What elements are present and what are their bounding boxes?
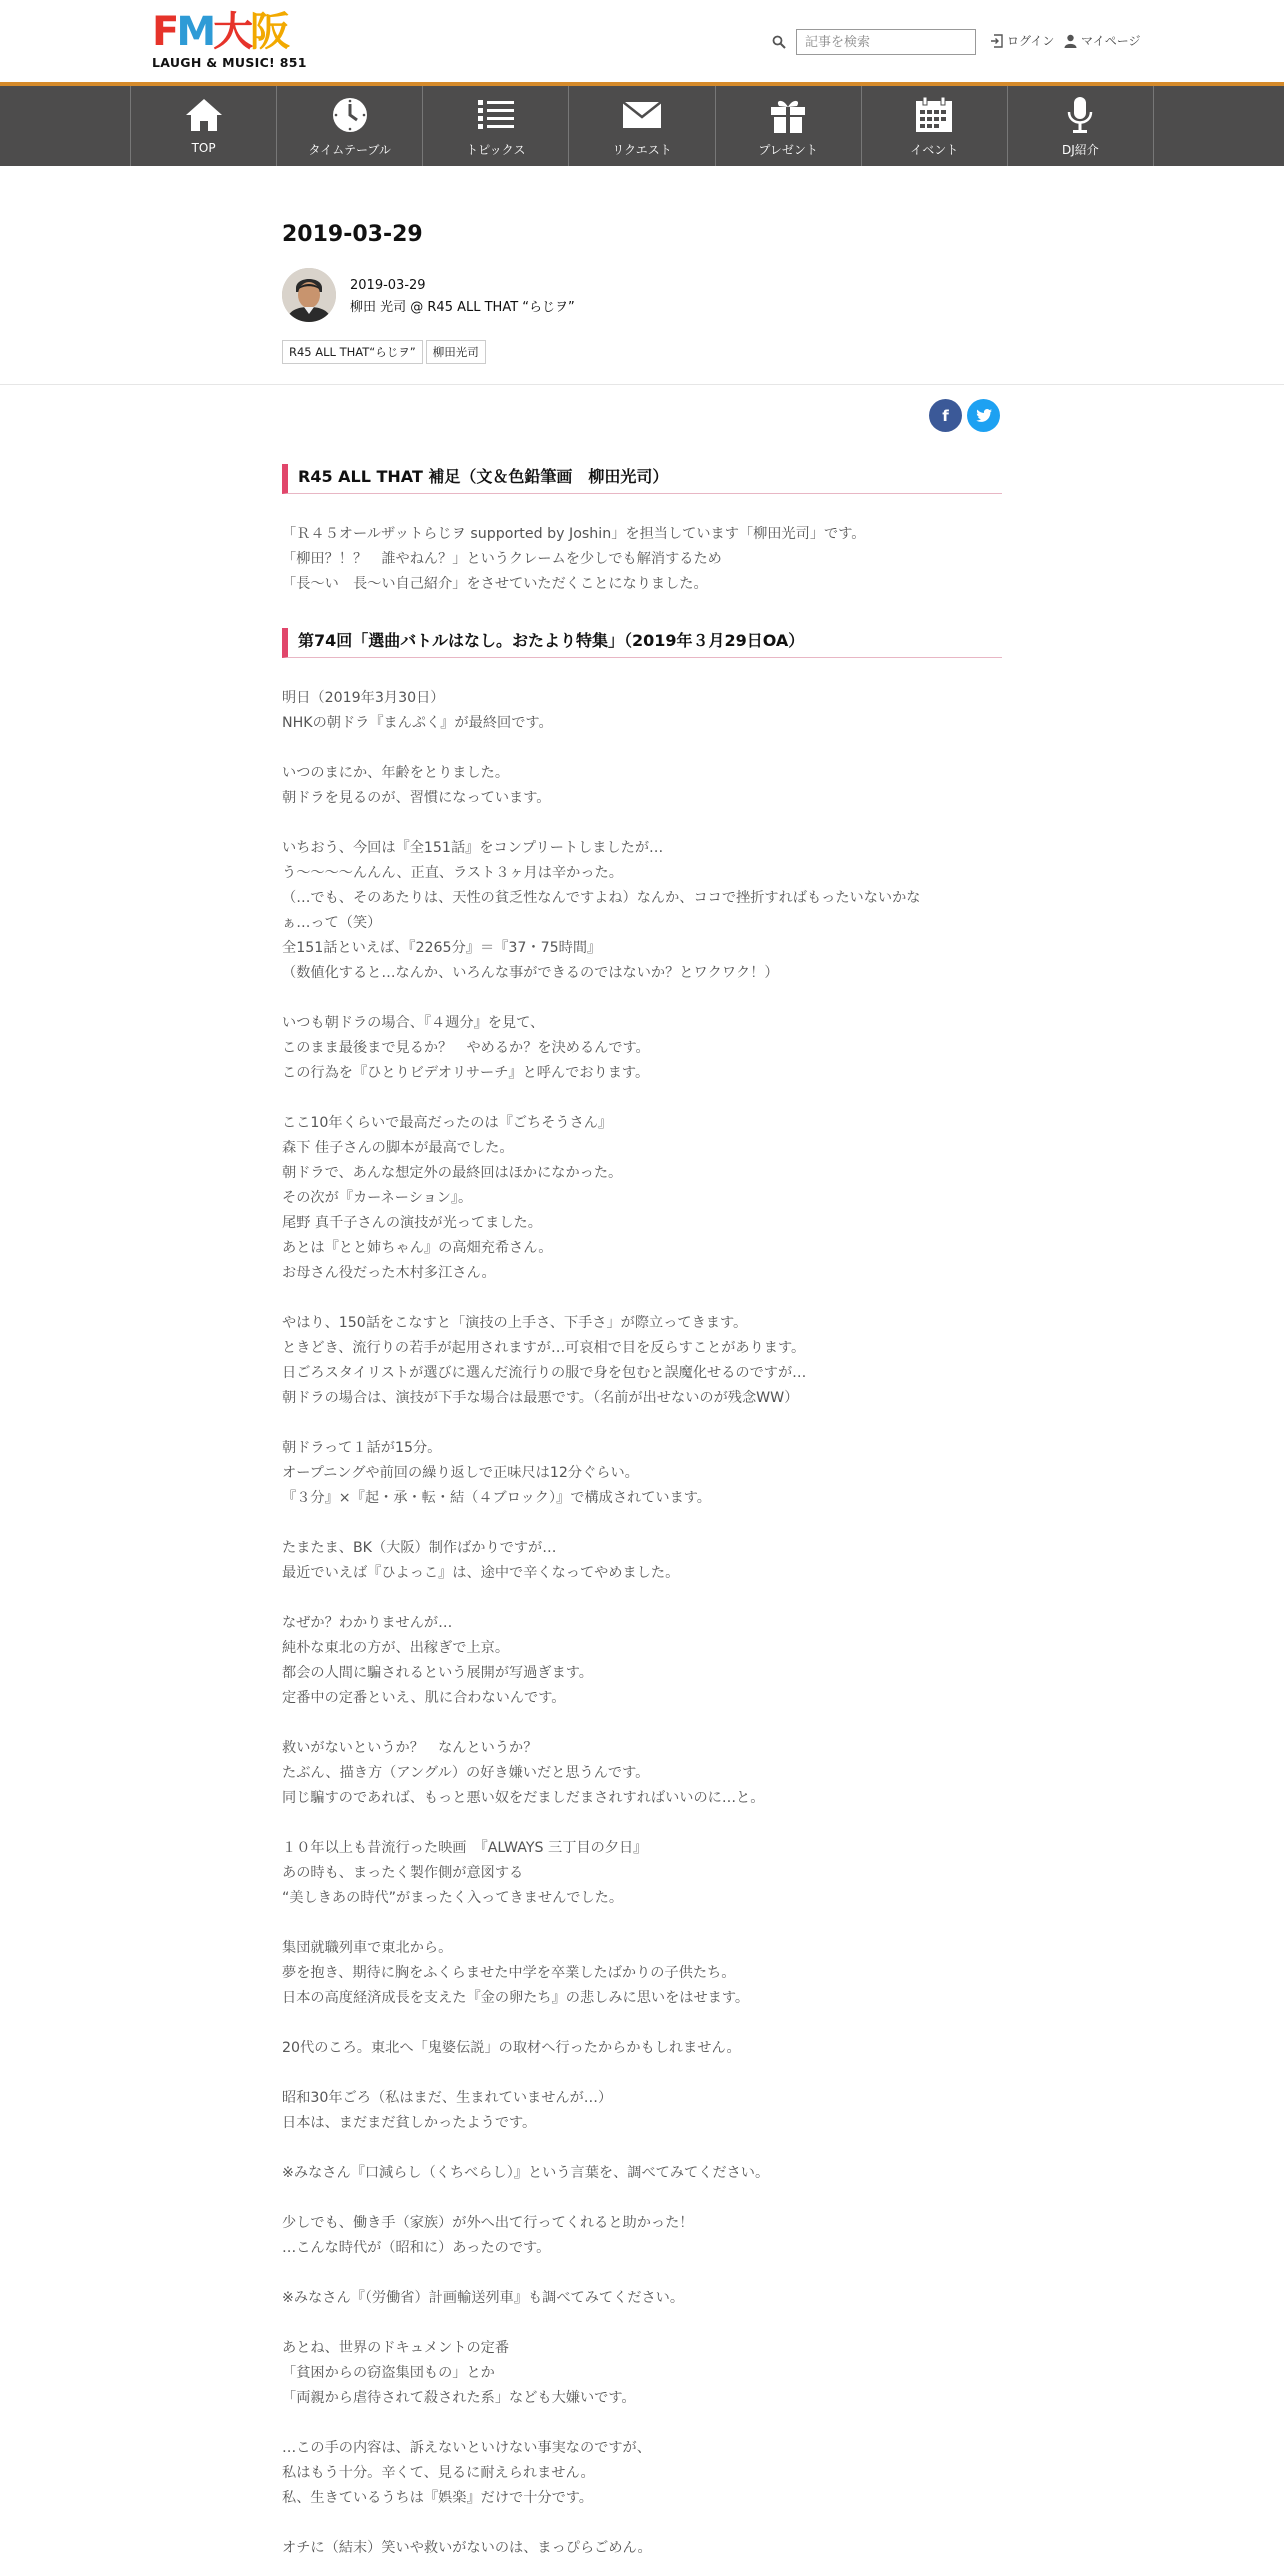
author-avatar[interactable]: [282, 268, 336, 322]
body-line: ※みなさん『（労働省）計画輸送列車』も調べてみてください。: [282, 2290, 685, 2306]
body-line: 朝ドラを見るのが、習慣になっています。: [282, 790, 551, 806]
body-line: 日ごろスタイリストが選びに選んだ流行りの服で身を包むと誤魔化せるのですが…: [282, 1365, 807, 1381]
body-line: いちおう、今回は『全151話』をコンプリートしましたが…: [282, 840, 664, 856]
body-line: たぶん、描き方（アングル）の好き嫌いだと思うんです。: [282, 1765, 650, 1781]
body-line: [282, 1086, 1022, 1111]
nav-label: タイムテーブル: [308, 143, 391, 157]
body-line: 私、生きているうちは『娯楽』だけで十分です。: [282, 2490, 593, 2506]
body-line: 最近でいえば『ひよっこ』は、途中で辛くなってやめました。: [282, 1565, 680, 1581]
body-line: [282, 986, 1022, 1011]
twitter-icon: [976, 409, 992, 422]
body-line: オチに（結末）笑いや救いがないのは、まっぴらごめん。: [282, 2540, 652, 2556]
body-line: 「貧困からの窃盗集団もの」とか: [282, 2365, 495, 2381]
body-line: 同じ騙すのであれば、もっと悪い奴をだましだまされすればいいのに…と。: [282, 1790, 765, 1806]
section-heading-episode: 第74回「選曲バトルはなし。おたより特集」（2019年３月29日OA）: [282, 628, 1002, 658]
body-line: 尾野 真千子さんの演技が光ってました。: [282, 1215, 542, 1231]
body-line: いつのまにか、年齢をとりました。: [282, 765, 510, 781]
calendar-icon: [915, 97, 953, 133]
user-icon: [1064, 34, 1077, 48]
post-date: 2019-03-29: [350, 278, 426, 293]
body-line: この行為を『ひとりビデオリサーチ』と呼んでおります。: [282, 1065, 650, 1081]
article-body: [282, 686, 1022, 2561]
mypage-link[interactable]: [1064, 32, 1141, 49]
login-link[interactable]: [990, 32, 1054, 49]
body-line: …この手の内容は、訴えないといけない事実なのですが、: [282, 2440, 651, 2456]
post-author[interactable]: 柳田 光司 @ R45 ALL THAT “らじヲ”: [350, 300, 575, 315]
body-line: （数値化すると…なんか、いろんな事ができるのではないか？とワクワク！）: [282, 965, 779, 981]
section-heading-profile: R45 ALL THAT 補足（文＆色鉛筆画 柳田光司）: [282, 464, 1002, 494]
body-line: [282, 2261, 1022, 2286]
tag-author[interactable]: 柳田光司: [426, 340, 486, 364]
home-icon: [184, 97, 224, 133]
logo-tagline: LAUGH & MUSIC! 851: [152, 55, 307, 70]
logo-char: M: [176, 9, 214, 55]
logo-char: 阪: [250, 9, 288, 55]
login-icon: [990, 34, 1003, 48]
body-line: 「柳田？！？ 誰やねん？」というクレームを少しでも解消するため: [282, 551, 722, 567]
body-line: 20代のころ。東北へ「鬼婆伝説」の取材へ行ったからかもしれません。: [282, 2040, 741, 2056]
body-line: [282, 736, 1022, 761]
body-line: [282, 1511, 1022, 1536]
page-title: 2019-03-29: [282, 222, 423, 247]
body-line: 「Ｒ４５オールザットらじヲ supported by Joshin」を担当しています「柳田光司」です。: [282, 526, 866, 542]
intro-text: [282, 522, 1022, 597]
logo-mark: [152, 9, 304, 55]
nav-item-dj[interactable]: [1008, 86, 1154, 166]
tag-list: [282, 340, 489, 364]
body-line: ここ10年くらいで最高だったのは『ごちそうさん』: [282, 1115, 613, 1131]
body-line: 日本の高度経済成長を支えた『金の卵たち』の悲しみに思いをはせます。: [282, 1990, 750, 2006]
body-line: お母さん役だった木村多江さん。: [282, 1265, 496, 1281]
nav-label: イベント: [910, 143, 959, 157]
clock-icon: [331, 96, 369, 134]
nav-item-event[interactable]: [862, 86, 1008, 166]
body-line: 日本は、まだまだ貧しかったようです。: [282, 2115, 537, 2131]
nav-label: TOP: [191, 141, 216, 155]
envelope-icon: [622, 100, 662, 130]
body-line: [282, 2011, 1022, 2036]
body-line: 定番中の定番といえ、肌に合わないんです。: [282, 1690, 566, 1706]
microphone-icon: [1065, 96, 1095, 134]
body-line: 集団就職列車で東北から。: [282, 1940, 453, 1956]
gift-icon: [769, 96, 807, 134]
body-line: 救いがないというか？ なんというか？: [282, 1740, 538, 1756]
nav-label: DJ紹介: [1062, 143, 1099, 157]
login-label: ログイン: [1007, 34, 1055, 48]
nav-item-present[interactable]: [716, 86, 862, 166]
twitter-share-button[interactable]: [967, 399, 1000, 432]
avatar-portrait: [282, 268, 336, 322]
meta-divider: [0, 384, 1284, 385]
nav-item-top[interactable]: [131, 86, 277, 166]
nav-item-request[interactable]: [569, 86, 715, 166]
logo-char: F: [152, 9, 177, 55]
body-line: ときどき、流行りの若手が起用されますが…可哀相で目を反らすことがあります。: [282, 1340, 806, 1356]
list-icon: [477, 98, 515, 132]
body-line: 私はもう十分。辛くて、見るに耐えられません。: [282, 2465, 595, 2481]
body-line: 『３分』×『起・承・転・結（４ブロック）』で構成されています。: [282, 1490, 711, 1506]
body-line: オープニングや前回の繰り返しで正味尺は12分ぐらい。: [282, 1465, 639, 1481]
body-line: NHKの朝ドラ『まんぷく』が最終回です。: [282, 715, 553, 731]
body-line: う～～～～んんん、正直、ラスト３ヶ月は辛かった。: [282, 865, 623, 881]
body-line: [282, 2511, 1022, 2536]
body-line: 「両親から虐待されて殺された系」なども大嫌いです。: [282, 2390, 636, 2406]
facebook-icon: f: [942, 406, 949, 425]
body-line: [282, 1286, 1022, 1311]
body-line: 昭和30年ごろ（私はまだ、生まれていませんが…）: [282, 2090, 613, 2106]
body-line: [282, 1411, 1022, 1436]
nav-item-topics[interactable]: [423, 86, 569, 166]
tag-program[interactable]: R45 ALL THAT“らじヲ”: [282, 340, 423, 364]
body-line: 朝ドラって１話が15分。: [282, 1440, 442, 1456]
nav-label: トピックス: [466, 143, 526, 157]
body-line: 純朴な東北の方が、出稼ぎで上京。: [282, 1640, 510, 1656]
body-line: 夢を抱き、期待に胸をふくらませた中学を卒業したばかりの子供たち。: [282, 1965, 736, 1981]
body-line: たまたま、BK（大阪）制作ばかりですが…: [282, 1540, 557, 1556]
body-line: このまま最後まで見るか？ やめるか？を決めるんです。: [282, 1040, 650, 1056]
body-line: 少しでも、働き手（家族）が外へ出て行ってくれると助かった！: [282, 2215, 694, 2231]
body-line: [282, 1911, 1022, 1936]
body-line: [282, 1586, 1022, 1611]
body-line: あの時も、まったく製作側が意図する: [282, 1865, 524, 1881]
body-line: その次が『カーネーション』。: [282, 1190, 473, 1206]
body-line: [282, 2311, 1022, 2336]
site-logo[interactable]: [152, 9, 307, 72]
body-line: あとは『とと姉ちゃん』の高畑充希さん。: [282, 1240, 553, 1256]
body-line: やはり、150話をこなすと「演技の上手さ、下手さ」が際立ってきます。: [282, 1315, 748, 1331]
nav-label: プレゼント: [758, 143, 818, 157]
body-line: 全151話といえば、『2265分』＝『37・75時間』: [282, 940, 602, 956]
body-line: [282, 811, 1022, 836]
search-icon[interactable]: [772, 35, 786, 49]
body-line: 森下 佳子さんの脚本が最高でした。: [282, 1140, 514, 1156]
nav-label: リクエスト: [612, 143, 672, 157]
body-line: [282, 2411, 1022, 2436]
body-line: [282, 2061, 1022, 2086]
body-line: なぜか？わかりませんが…: [282, 1615, 453, 1631]
body-line: [282, 1711, 1022, 1736]
body-line: ぁ…って（笑）: [282, 915, 382, 931]
body-line: （…でも、そのあたりは、天性の貧乏性なんですよね）なんか、ココで挫折すればもったいないかな: [282, 890, 921, 906]
body-line: 朝ドラの場合は、演技が下手な場合は最悪です。（名前が出せないのが残念WW）: [282, 1390, 799, 1406]
body-line: 朝ドラで、あんな想定外の最終回はほかになかった。: [282, 1165, 623, 1181]
search-input[interactable]: [796, 29, 976, 55]
search-box: [772, 29, 976, 55]
mypage-label: マイページ: [1081, 34, 1141, 48]
body-line: 「長～い 長～い自己紹介」をさせていただくことになりました。: [282, 576, 708, 592]
body-line: １０年以上も昔流行った映画 『ALWAYS 三丁目の夕日』: [282, 1840, 648, 1856]
logo-char: 大: [213, 9, 251, 55]
body-line: [282, 2136, 1022, 2161]
body-line: …こんな時代が（昭和に）あったのです。: [282, 2240, 551, 2256]
facebook-share-button[interactable]: [929, 399, 962, 432]
body-line: [282, 2186, 1022, 2211]
body-line: ※みなさん『口減らし（くちべらし）』という言葉を、調べてみてください。: [282, 2165, 770, 2181]
nav-item-timetable[interactable]: [277, 86, 423, 166]
body-line: 都会の人間に騙されるという展開が写過ぎます。: [282, 1665, 593, 1681]
body-line: あとね、世界のドキュメントの定番: [282, 2340, 510, 2356]
body-line: “美しきあの時代”がまったく入ってきませんでした。: [282, 1890, 624, 1906]
body-line: 明日（2019年3月30日）: [282, 690, 445, 706]
site-header: [0, 0, 1284, 82]
body-line: いつも朝ドラの場合、『４週分』を見て、: [282, 1015, 545, 1031]
main-nav: [0, 86, 1284, 166]
body-line: [282, 1811, 1022, 1836]
